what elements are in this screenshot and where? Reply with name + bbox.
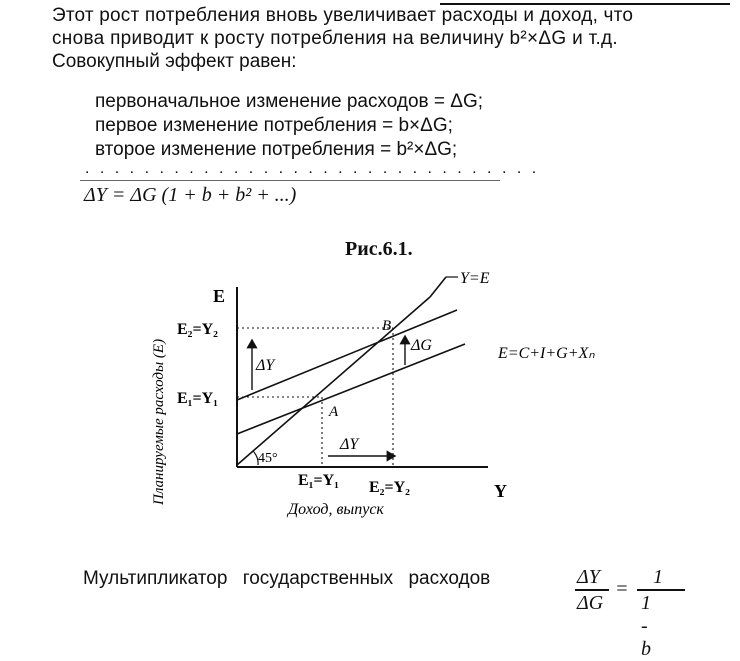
- line-y-equals-e-tail: [430, 277, 446, 297]
- paragraph-line-3: Совокупный эффект равен:: [52, 51, 297, 72]
- label-expenditure-function: E=C+I+G+Xₙ: [498, 345, 595, 362]
- effect-item: второе изменение потребления = b²×ΔG;: [95, 139, 458, 160]
- fraction2-numerator: 1: [653, 566, 663, 588]
- angle-label: 45°: [258, 451, 278, 466]
- dotted-line: . . . . . . . . . . . . . . . . . . . . . . . . . . . . . . .: [85, 160, 540, 177]
- total-effect-formula: ΔY = ΔG (1 + b + b² + ...): [84, 184, 297, 206]
- effect-item: первое изменение потребления = b×ΔG;: [95, 115, 453, 136]
- delta-g-label: ΔG: [411, 337, 432, 354]
- label-e2-y2-bottom: E₂=Y₂: [369, 479, 410, 496]
- label-e1-y1-left: E₁=Y₁: [177, 390, 218, 407]
- point-a-label: A: [329, 404, 339, 420]
- paragraph-line-2: снова приводит к росту потребления на величину b²×ΔG и т.д.: [52, 28, 619, 49]
- fraction-bar: [575, 589, 609, 591]
- label-y-equals-e: Y=E: [460, 270, 490, 287]
- axis-y-label: Y: [494, 481, 507, 501]
- paragraph-line-1: Этот рост потребления вновь увеличивает расходы и доход, что: [52, 5, 634, 26]
- fraction-denominator: ΔG: [577, 592, 604, 614]
- multiplier-text: Мультипликатор государственных расходов: [83, 568, 491, 589]
- line-y-equals-e: [237, 297, 430, 465]
- axis-e-label: E: [213, 286, 226, 306]
- equals-sign: =: [615, 578, 629, 600]
- label-e2-y2-left: E₂=Y₂: [177, 321, 218, 338]
- y-axis-title: Планируемые расходы (E): [151, 338, 167, 505]
- fraction2-bar: [637, 589, 685, 591]
- x-axis-title: Доход, выпуск: [288, 501, 384, 518]
- figure-caption: Рис.6.1.: [345, 238, 413, 260]
- label-e1-y1-bottom: E₁=Y₁: [298, 472, 339, 489]
- fraction-numerator: ΔY: [577, 566, 600, 588]
- multiplier-sentence: [83, 568, 490, 590]
- delta-y-horizontal-label: ΔY: [340, 436, 359, 453]
- effect-item: первоначальное изменение расходов = ΔG;: [95, 91, 484, 112]
- expenditure-line-e2: [237, 310, 457, 400]
- point-b-label: B: [382, 318, 392, 334]
- fraction2-denominator: 1 - b: [641, 592, 651, 660]
- delta-y-vertical-label: ΔY: [256, 357, 275, 374]
